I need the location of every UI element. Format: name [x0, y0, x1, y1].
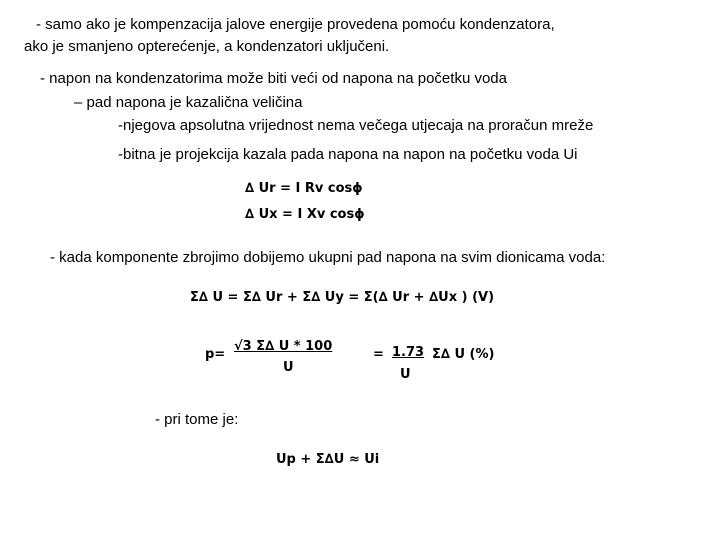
formula-up: Up + Σ∆U ≈ Ui [276, 452, 380, 467]
text-line-2: ako je smanjeno opterećenje, a kondenzatori uključeni. [24, 38, 390, 55]
text-line-1: - samo ako je kompenzacija jalove energije provedena pomoću kondenzatora, [36, 16, 555, 33]
formula-p-numerator: √3 Σ∆ U * 100 [234, 339, 333, 354]
text-line-6: -bitna je projekcija kazala pada napona na napon na početku voda Ui [118, 146, 578, 163]
formula-coef-numerator: 1.73 [392, 345, 425, 360]
text-line-8: - pri tome je: [155, 411, 239, 428]
text-line-7: - kada komponente zbrojimo dobijemo ukupni pad napona na svim dionicama voda: [50, 249, 606, 266]
formula-p-denominator: U [283, 360, 294, 375]
text-line-5: -njegova apsolutna vrijednost nema večega utjecaja na proračun mreže [118, 117, 594, 134]
formula-coef-denominator: U [400, 367, 411, 382]
formula-p-label: p= [205, 347, 226, 362]
formula-ur: ∆ Ur = I Rv cosϕ [245, 181, 363, 196]
text-line-3: - napon na kondenzatorima može biti veći od napona na početku voda [40, 70, 507, 87]
formula-coef-rest: Σ∆ U (%) [432, 347, 495, 362]
formula-sum: Σ∆ U = Σ∆ Ur + Σ∆ Uy = Σ(∆ Ur + ∆Ux ) (V) [190, 290, 495, 305]
formula-ux: ∆ Ux = I Xv cosϕ [245, 207, 365, 222]
formula-equals: = [373, 347, 384, 362]
text-line-4: – pad napona je kazalična veličina [74, 94, 303, 111]
